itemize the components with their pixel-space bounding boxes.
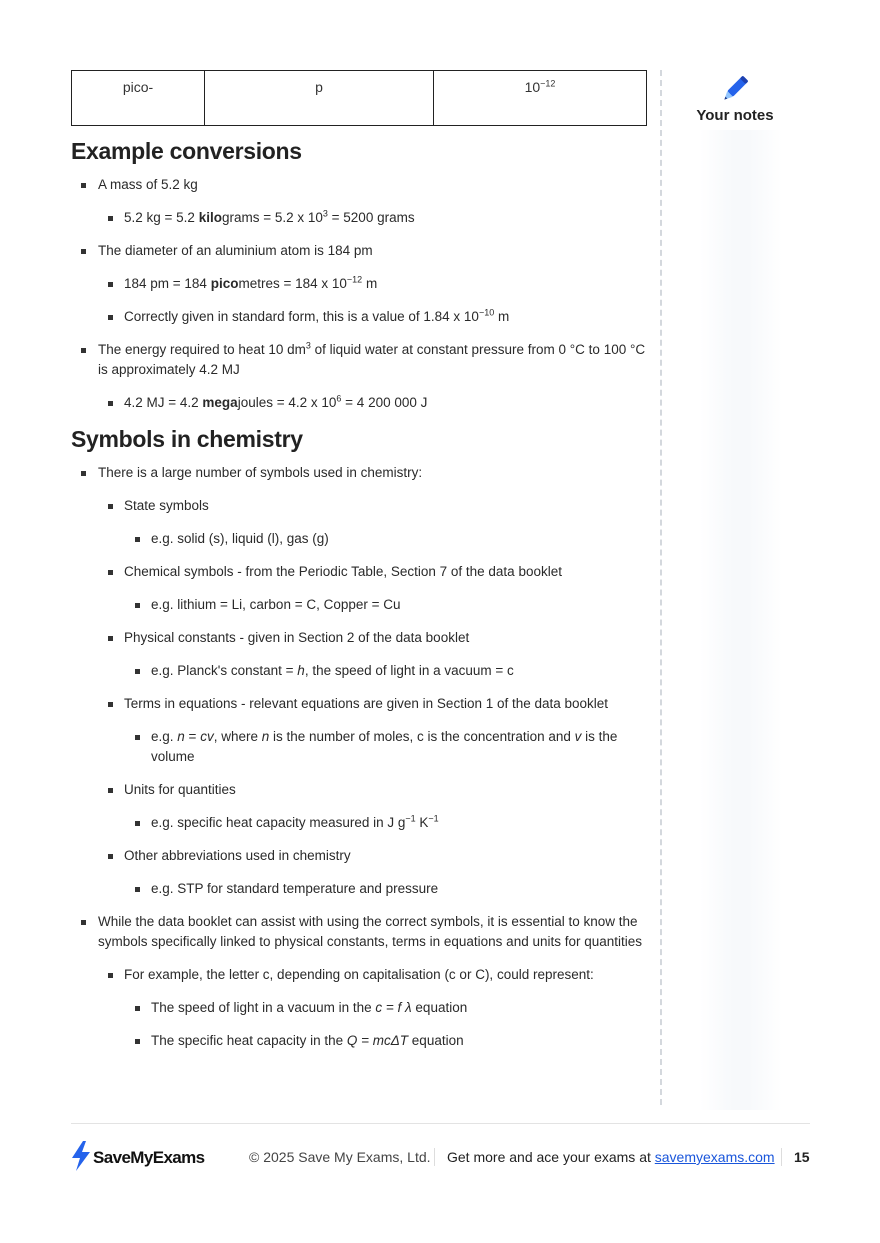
table-cell-prefix: pico- bbox=[72, 71, 205, 126]
list-item: State symbols bbox=[71, 496, 647, 516]
examples-list bbox=[71, 175, 647, 413]
table-cell-factor: $10^{-12}$ bbox=[434, 71, 647, 126]
list-item: The energy required to heat 10 $dm^3$ of liquid water at constant pressure from 0 °C to 100 °C is approximately 4.2 MJ bbox=[71, 340, 647, 380]
footer-cta: Get more and ace your exams at savemyexams.com bbox=[447, 1149, 775, 1165]
symbols-list bbox=[71, 463, 647, 1051]
list-item: 5.2 kg = 5.2 kilograms = 5.2 x $10^3 = 5200$ grams bbox=[71, 208, 647, 228]
notes-divider bbox=[660, 70, 662, 1105]
list-item: For example, the letter c, depending on capitalisation (c or C), could represent: bbox=[71, 965, 647, 985]
list-item: Physical constants - given in Section 2 of the data booklet bbox=[71, 628, 647, 648]
prefix-table bbox=[71, 70, 647, 126]
logo-text: SaveMyExams bbox=[93, 1148, 205, 1167]
list-item: e.g. Planck's constant = h, the speed of light in a vacuum = c bbox=[71, 661, 647, 681]
table-cell-symbol: p bbox=[205, 71, 434, 126]
list-item: The speed of light in a vacuum in the c = f λ equation bbox=[71, 998, 647, 1018]
list-item: While the data booklet can assist with using the correct symbols, it is essential to know the symbols specifically linked to physical constants, terms in equations and units for quantities bbox=[71, 912, 647, 952]
main-content bbox=[71, 70, 647, 1064]
notes-label: Your notes bbox=[696, 107, 774, 124]
list-item: Correctly given in standard form, this is a value of 1.84 x $10^{-10}$ m bbox=[71, 307, 647, 327]
list-item: e.g. solid (s), liquid (l), gas (g) bbox=[71, 529, 647, 549]
list-item: The diameter of an aluminium atom is 184 pm bbox=[71, 241, 647, 261]
list-item: e.g. n = cv, where n is the number of moles, c is the concentration and v is the volume bbox=[71, 727, 647, 767]
copyright: © 2025 Save My Exams, Ltd. bbox=[249, 1149, 431, 1165]
notes-panel[interactable] bbox=[700, 130, 782, 1110]
savemyexams-link[interactable]: savemyexams.com bbox=[654, 1149, 775, 1165]
footer-divider bbox=[71, 1123, 810, 1124]
list-item: e.g. specific heat capacity measured in J $g^{-1}$ $K^{-1}$ bbox=[71, 813, 647, 833]
page-number: 15 bbox=[794, 1149, 810, 1165]
list-item: e.g. STP for standard temperature and pressure bbox=[71, 879, 647, 899]
list-item: The specific heat capacity in the Q = mcΔT equation bbox=[71, 1031, 647, 1051]
list-item: A mass of 5.2 kg bbox=[71, 175, 647, 195]
section-title-examples: Example conversions bbox=[71, 138, 302, 164]
list-item: Terms in equations - relevant equations are given in Section 1 of the data booklet bbox=[71, 694, 647, 714]
list-item: Other abbreviations used in chemistry bbox=[71, 846, 647, 866]
list-item: 184 pm = 184 picometres = 184 x $10^{-12}$ m bbox=[71, 274, 647, 294]
list-item: There is a large number of symbols used in chemistry: bbox=[71, 463, 647, 483]
list-item: e.g. lithium = Li, carbon = C, Copper = Cu bbox=[71, 595, 647, 615]
list-item: 4.2 MJ = 4.2 megajoules = 4.2 x $10^6 = 4$ 200 000 J bbox=[71, 393, 647, 413]
logo[interactable] bbox=[71, 1143, 205, 1173]
lightning-icon bbox=[71, 1141, 91, 1176]
table-row bbox=[72, 71, 647, 126]
list-item: Chemical symbols - from the Periodic Table, Section 7 of the data booklet bbox=[71, 562, 647, 582]
footer-separator bbox=[434, 1148, 435, 1166]
pencil-icon bbox=[718, 72, 752, 106]
section-title-symbols: Symbols in chemistry bbox=[71, 426, 303, 452]
list-item: Units for quantities bbox=[71, 780, 647, 800]
footer-separator bbox=[781, 1148, 782, 1166]
